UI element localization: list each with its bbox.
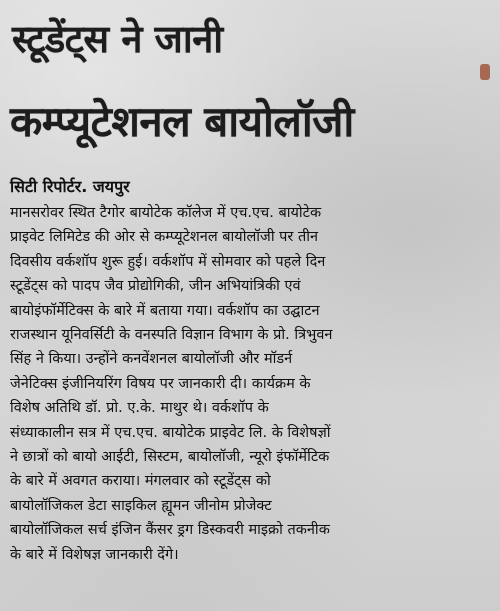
article-line: सिंह ने किया। उन्होंने कनवेंशनल बायोलॉजी और मॉडर्न — [10, 351, 293, 368]
article-line: संध्याकालीन सत्र में एच.एच. बायोटेक प्राइवेट लि. के विशेषज्ञों — [10, 424, 331, 441]
article-line: राजस्थान यूनिवर्सिटी के वनस्पति विज्ञान विभाग के प्रो. त्रिभुवन — [10, 327, 333, 344]
corner-mark — [480, 64, 490, 80]
article-line: ने छात्रों को बायो आईटी, सिस्टम, बायोलॉजी, न्यूरो इंफॉर्मेटिक — [10, 449, 330, 466]
article-line: प्राइवेट लिमिटेड की ओर से कम्प्यूटेशनल बायोलॉजी पर तीन — [10, 229, 319, 246]
article-line: दिवसीय वर्कशॉप शुरू हुई। वर्कशॉप में सोमवार को पहले दिन — [10, 253, 326, 270]
article-body — [10, 201, 486, 567]
article-line: बायोलॉजिकल डेटा साइकिल ह्यूमन जीनोम प्रोजेक्ट — [10, 497, 272, 514]
article-line: बायोइंफॉर्मेटिक्स के बारे में बताया गया। वर्कशॉप का उद्घाटन — [10, 302, 320, 319]
article-line: मानसरोवर स्थित टैगोर बायोटेक कॉलेज में एच.एच. बायोटेक — [10, 205, 322, 221]
headline-line-2: कम्प्यूटेशनल बायोलॉजी — [10, 97, 354, 146]
article-line: विशेष अतिथि डॉ. प्रो. ए.के. माथुर थे। वर्कशॉप के — [10, 400, 269, 417]
headline-line-1: स्टूडेंट्स ने जानी — [12, 17, 223, 61]
article-line: के बारे में अवगत कराया। मंगलवार को स्टूडेंट्स को — [10, 473, 271, 490]
byline: सिटी रिपोर्टर. जयपुर — [10, 177, 130, 196]
article-line: जेनेटिक्स इंजीनियरिंग विषय पर जानकारी दी। कार्यक्रम के — [10, 375, 311, 392]
article-line: बायोलॉजिकल सर्च इंजिन कैंसर ड्रग डिस्कवरी माइक्रो तकनीक — [10, 522, 330, 539]
article-line: के बारे में विशेषज्ञ जानकारी देंगे। — [10, 546, 179, 563]
article-line: स्टूडेंट्स को पादप जैव प्रोद्योगिकी, जीन अभियांत्रिकी एवं — [10, 278, 301, 295]
headline — [10, 14, 486, 150]
